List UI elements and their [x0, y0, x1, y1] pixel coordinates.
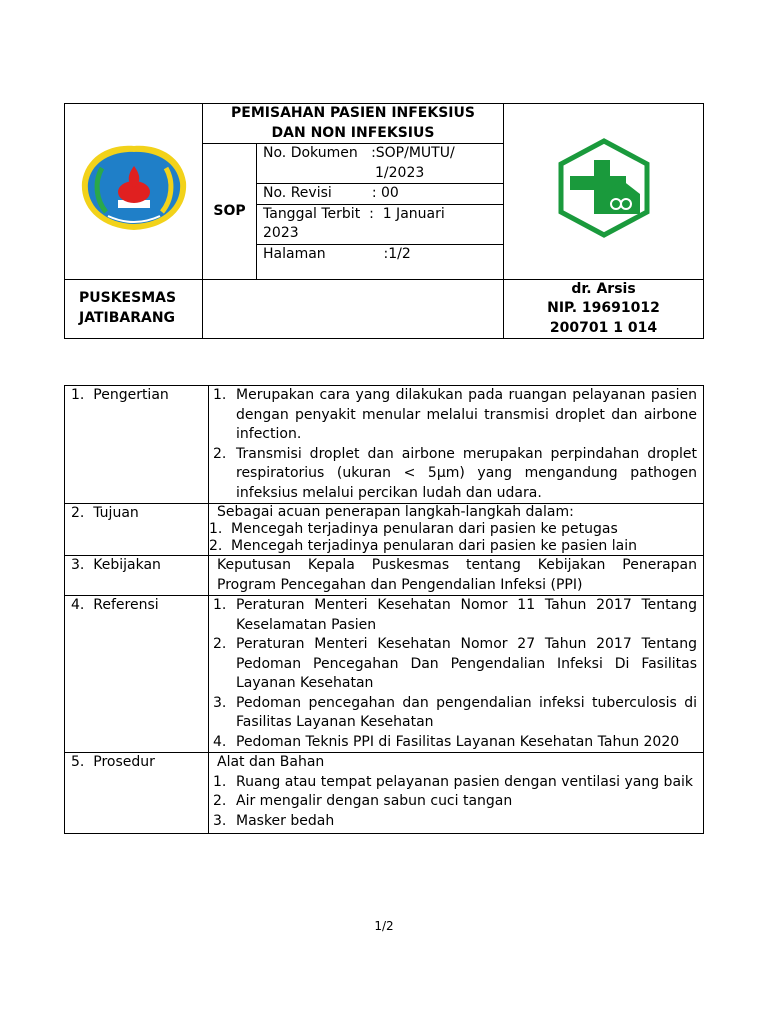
- section-label: 4. Referensi: [65, 596, 209, 753]
- tujuan-list: [209, 521, 697, 555]
- puskesmas-line-2: JATIBARANG: [79, 309, 176, 326]
- section-tujuan: [65, 504, 704, 556]
- item-text: Masker bedah: [236, 812, 335, 829]
- section-content: [209, 596, 704, 753]
- section-content: [209, 556, 704, 596]
- item-number: 2.: [213, 793, 227, 809]
- no-dokumen-text: No. Dokumen :SOP/MUTU/: [263, 145, 455, 161]
- signer-name: dr. Arsis: [571, 280, 636, 297]
- prosedur-intro: Alat dan Bahan: [217, 754, 325, 770]
- puskesmas-logo-cell: [504, 104, 704, 280]
- puskesmas-logo-icon: [556, 138, 652, 238]
- item-number: 2.: [213, 445, 227, 462]
- list-item: [213, 596, 697, 635]
- item-text: Mencegah terjadinya penularan dari pasien ke petugas: [231, 521, 618, 537]
- item-text: Ruang atau tempat pelayanan pasien dengan ventilasi yang baik: [236, 773, 694, 790]
- kebijakan-text: Keputusan Kepala Puskesmas tentang Kebijakan Penerapan Program Pencegahan dan Pengendalian Infeksi (PPI): [217, 557, 697, 593]
- item-number: 2.: [213, 636, 227, 652]
- puskesmas-line-1: PUSKESMAS: [79, 290, 177, 307]
- no-dokumen-field: [257, 144, 504, 184]
- tujuan-intro: Sebagai acuan penerapan langkah-langkah dalam:: [217, 504, 574, 520]
- list-item: [213, 386, 697, 445]
- item-text: Peraturan Menteri Kesehatan Nomor 27 Tahun 2017 Tentang Pedoman Pencegahan Dan Pengendalian Infeksi Di Fasilitas Layanan Kesehatan: [236, 636, 697, 691]
- no-revisi-field: No. Revisi : 00: [257, 184, 504, 205]
- puskesmas-name: [65, 279, 203, 339]
- tanggal-terbit-text: Tanggal Terbit : 1 Januari: [263, 205, 445, 222]
- item-text: Peraturan Menteri Kesehatan Nomor 11 Tahun 2017 Tentang Keselamatan Pasien: [236, 597, 697, 633]
- signer-block: [504, 279, 704, 339]
- item-number: 1.: [213, 387, 227, 403]
- list-item: [213, 773, 697, 793]
- signer-nip-1: NIP. 19691012: [547, 300, 660, 316]
- section-label: 2. Tujuan: [65, 504, 209, 556]
- tanggal-terbit-field: [257, 204, 504, 244]
- title-line-1: PEMISAHAN PASIEN INFEKSIUS: [231, 105, 475, 121]
- prosedur-list: [213, 773, 697, 832]
- section-referensi: [65, 596, 704, 753]
- item-number: 2.: [209, 538, 223, 554]
- item-text: Pedoman Teknis PPI di Fasilitas Layanan Kesehatan Tahun 2020: [236, 733, 680, 750]
- item-number: 1.: [209, 521, 223, 537]
- item-number: 1.: [213, 597, 227, 613]
- title-line-2: DAN NON INFEKSIUS: [271, 124, 435, 141]
- signer-nip-2: 200701 1 014: [549, 319, 658, 336]
- section-content: [209, 504, 704, 556]
- document-title: [203, 104, 504, 144]
- list-item: [209, 521, 697, 538]
- tanggal-terbit-cont: 2023: [263, 225, 299, 241]
- list-item: [213, 733, 697, 753]
- page-number: 1/2: [374, 919, 394, 933]
- list-item: [213, 635, 697, 694]
- sop-header-table: [64, 103, 704, 339]
- halaman-field: Halaman :1/2: [257, 244, 504, 279]
- list-item: [213, 812, 697, 832]
- sop-label: SOP: [203, 144, 257, 280]
- section-label: 3. Kebijakan: [65, 556, 209, 596]
- item-number: 3.: [213, 694, 227, 711]
- regency-emblem-icon: [78, 142, 190, 234]
- list-item: [213, 694, 697, 733]
- item-text: Transmisi droplet dan airbone merupakan perpindahan droplet respiratorius (ukuran < 5µm) yang mengandung pathogen infeksius melalui percikan ludah dan udara.: [236, 445, 697, 501]
- item-number: 1.: [213, 773, 227, 790]
- regency-emblem-cell: [65, 104, 203, 280]
- item-text: Merupakan cara yang dilakukan pada ruangan pelayanan pasien dengan penyakit menular melalui transmisi droplet dan airbone infection.: [236, 387, 697, 442]
- list-item: [209, 538, 697, 555]
- section-content: [209, 386, 704, 504]
- item-text: Mencegah terjadinya penularan dari pasien ke pasien lain: [231, 538, 637, 554]
- section-content: [209, 753, 704, 834]
- referensi-list: [213, 596, 697, 752]
- section-kebijakan: [65, 556, 704, 596]
- item-text: Air mengalir dengan sabun cuci tangan: [236, 793, 513, 809]
- list-item: [213, 445, 697, 504]
- item-text: Pedoman pencegahan dan pengendalian infeksi tuberculosis di Fasilitas Layanan Kesehatan: [236, 694, 697, 730]
- empty-middle-cell: [203, 279, 504, 339]
- item-number: 3.: [213, 812, 227, 829]
- section-prosedur: [65, 753, 704, 834]
- section-pengertian: [65, 386, 704, 504]
- no-dokumen-cont: 1/2023: [375, 164, 425, 181]
- section-label: 5. Prosedur: [65, 753, 209, 834]
- sop-content-table: [64, 385, 704, 834]
- pengertian-list: [213, 386, 697, 503]
- list-item: [213, 792, 697, 812]
- item-number: 4.: [213, 733, 227, 750]
- section-label: 1. Pengertian: [65, 386, 209, 504]
